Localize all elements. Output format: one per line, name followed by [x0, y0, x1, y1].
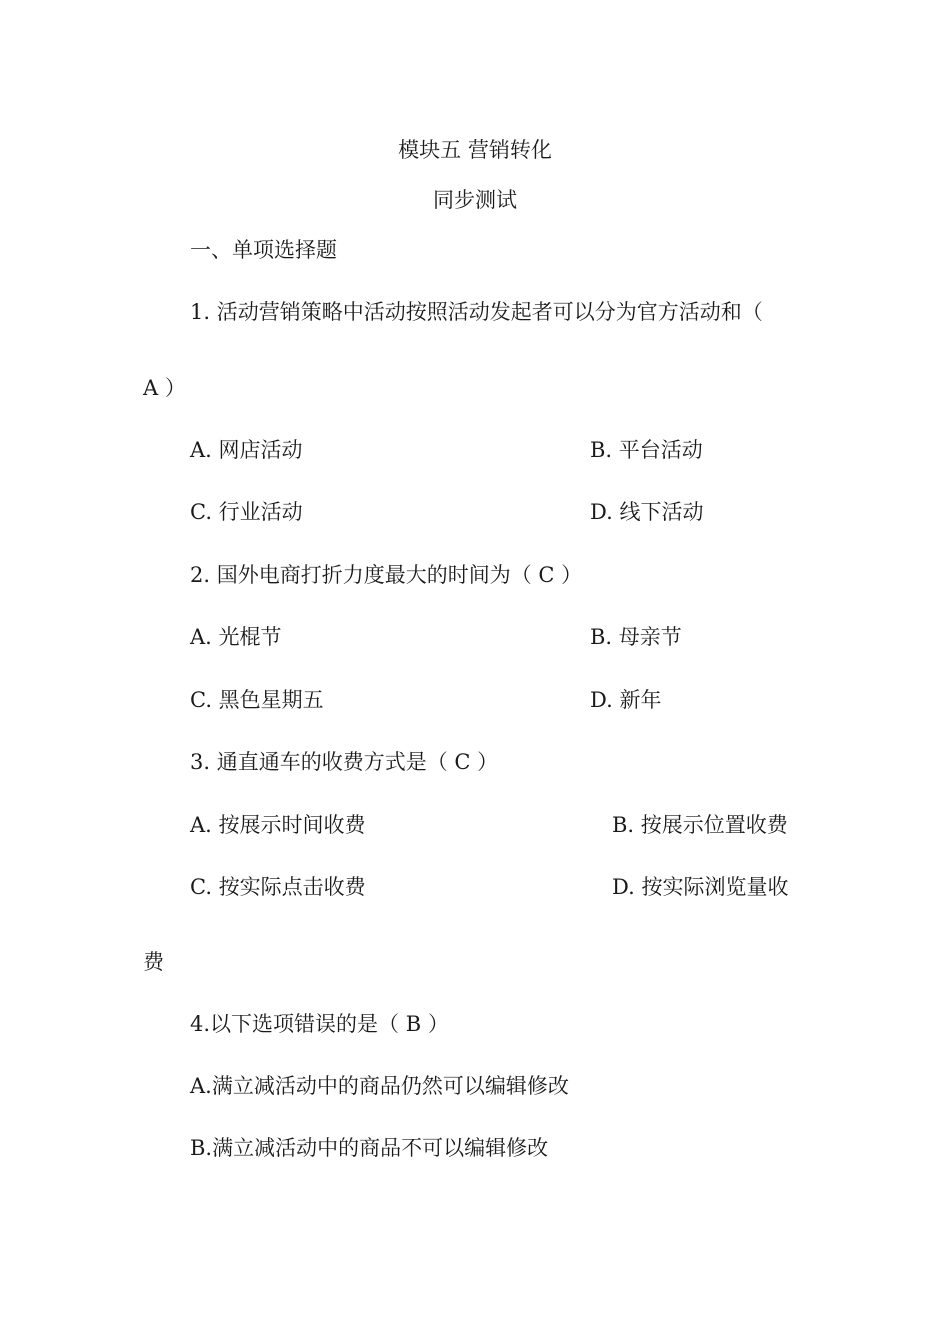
page-subtitle: 同步测试: [433, 188, 517, 212]
question-1-option-c: C. 行业活动: [190, 500, 303, 524]
question-3-option-a: A. 按展示时间收费: [190, 813, 366, 837]
question-2-option-d: D. 新年: [590, 688, 662, 712]
question-2-stem: 2. 国外电商打折力度最大的时间为（ C ）: [190, 563, 583, 587]
question-2-option-a: A. 光棍节: [190, 625, 282, 649]
question-3-option-d-wrap: 费: [143, 950, 164, 974]
question-4-stem: 4.以下选项错误的是（ B ）: [190, 1012, 449, 1036]
question-1-option-a: A. 网店活动: [190, 438, 303, 462]
question-1-stem: 1. 活动营销策略中活动按照活动发起者可以分为官方活动和（: [190, 300, 763, 324]
section-heading: 一、单项选择题: [190, 238, 337, 262]
question-1-answer: A ）: [143, 376, 186, 400]
question-3-stem: 3. 通直通车的收费方式是（ C ）: [190, 750, 499, 774]
question-1-option-d: D. 线下活动: [590, 500, 704, 524]
question-3-option-c: C. 按实际点击收费: [190, 875, 366, 899]
question-4-option-a: A.满立减活动中的商品仍然可以编辑修改: [190, 1074, 569, 1098]
question-1-option-b: B. 平台活动: [590, 438, 703, 462]
question-2-option-c: C. 黑色星期五: [190, 688, 324, 712]
question-3-option-b: B. 按展示位置收费: [612, 813, 788, 837]
question-3-option-d: D. 按实际浏览量收: [612, 875, 789, 899]
page-title: 模块五 营销转化: [398, 138, 552, 162]
question-4-option-b: B.满立减活动中的商品不可以编辑修改: [190, 1136, 549, 1160]
question-2-option-b: B. 母亲节: [590, 625, 682, 649]
